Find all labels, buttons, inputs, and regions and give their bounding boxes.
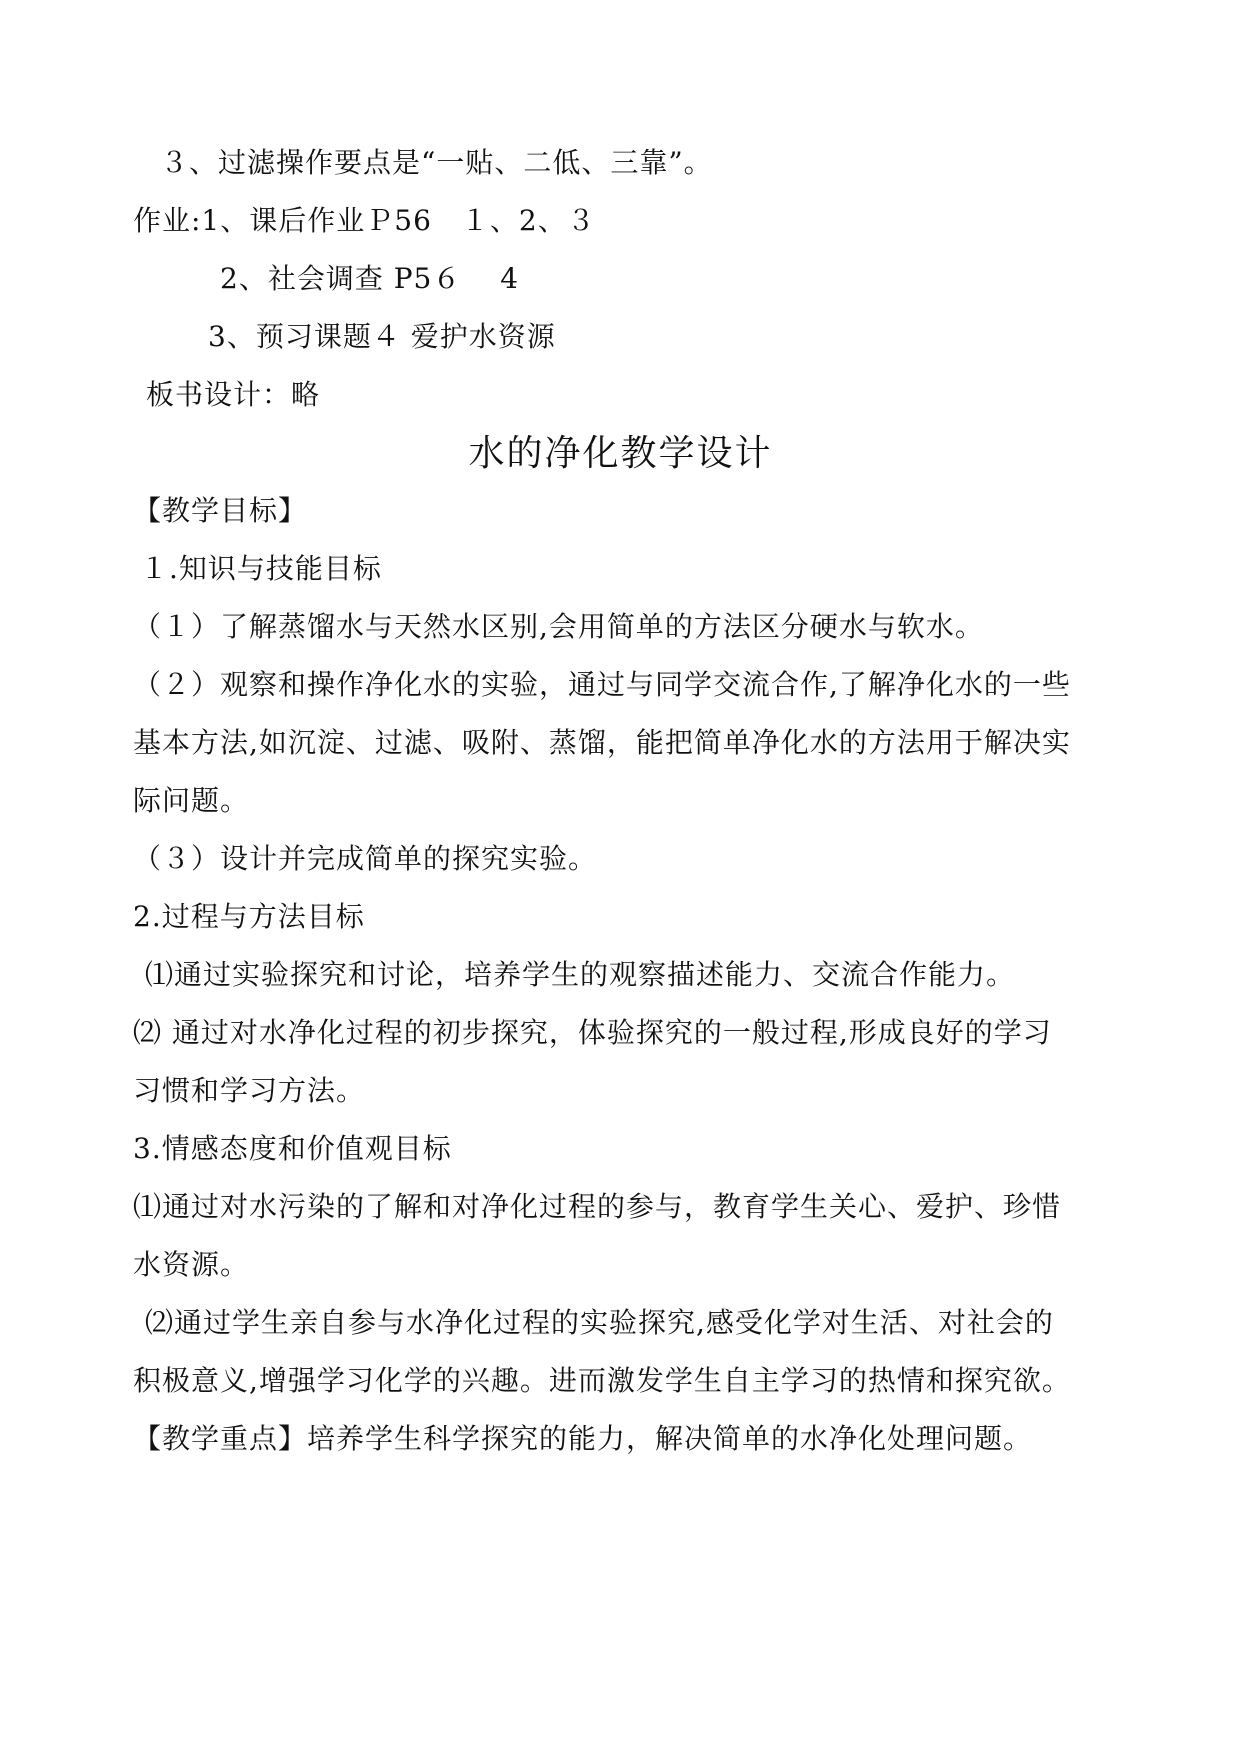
filter-key-points: ３、过滤操作要点是“一贴、二低、三靠”。 — [160, 146, 713, 179]
goal-paragraph: ⑵ 通过对水净化过程的初步探究，体验探究的一般过程,形成良好的学习 — [133, 1016, 1052, 1049]
knowledge-skills-heading: １.知识与技能目标 — [140, 552, 382, 585]
homework-line-2: 2、社会调查 P5６ 4 — [220, 262, 520, 295]
goal-paragraph: （２）观察和操作净化水的实验，通过与同学交流合作,了解净化水的一些 — [133, 668, 1071, 701]
goal-paragraph: 基本方法,如沉淀、过滤、吸附、蒸馏，能把简单净化水的方法用于解决实 — [133, 726, 1071, 759]
goal-paragraph: （１）了解蒸馏水与天然水区别,会用简单的方法区分硬水与软水。 — [133, 610, 984, 643]
board-design: 板书设计：略 — [146, 378, 321, 411]
teaching-focus: 【教学重点】培养学生科学探究的能力，解决简单的水净化处理问题。 — [133, 1422, 1033, 1455]
goal-paragraph: 积极意义,增强学习化学的兴趣。进而激发学生自主学习的热情和探究欲。 — [133, 1364, 1071, 1397]
goal-paragraph: 习惯和学习方法。 — [133, 1074, 366, 1107]
emotion-values-heading: 3.情感态度和价值观目标 — [133, 1132, 452, 1165]
homework-line-1: 作业:1、课后作业Ｐ56 １、2、３ — [133, 204, 596, 237]
homework-line-3: 3、预习课题４ 爱护水资源 — [208, 320, 556, 353]
goal-paragraph: （３）设计并完成简单的探究实验。 — [133, 842, 598, 875]
goal-paragraph: ⑵通过学生亲自参与水净化过程的实验探究,感受化学对生活、对社会的 — [145, 1306, 1054, 1339]
goal-paragraph: 际问题。 — [133, 784, 250, 817]
teaching-goals-header: 【教学目标】 — [133, 494, 308, 527]
goal-paragraph: ⑴通过实验探究和讨论，培养学生的观察描述能力、交流合作能力。 — [145, 958, 1016, 991]
goal-paragraph: ⑴通过对水污染的了解和对净化过程的参与，教育学生关心、爱护、珍惜 — [133, 1190, 1062, 1223]
goal-paragraph: 水资源。 — [133, 1248, 250, 1281]
process-methods-heading: 2.过程与方法目标 — [133, 900, 365, 933]
document-title: 水的净化教学设计 — [468, 433, 773, 474]
